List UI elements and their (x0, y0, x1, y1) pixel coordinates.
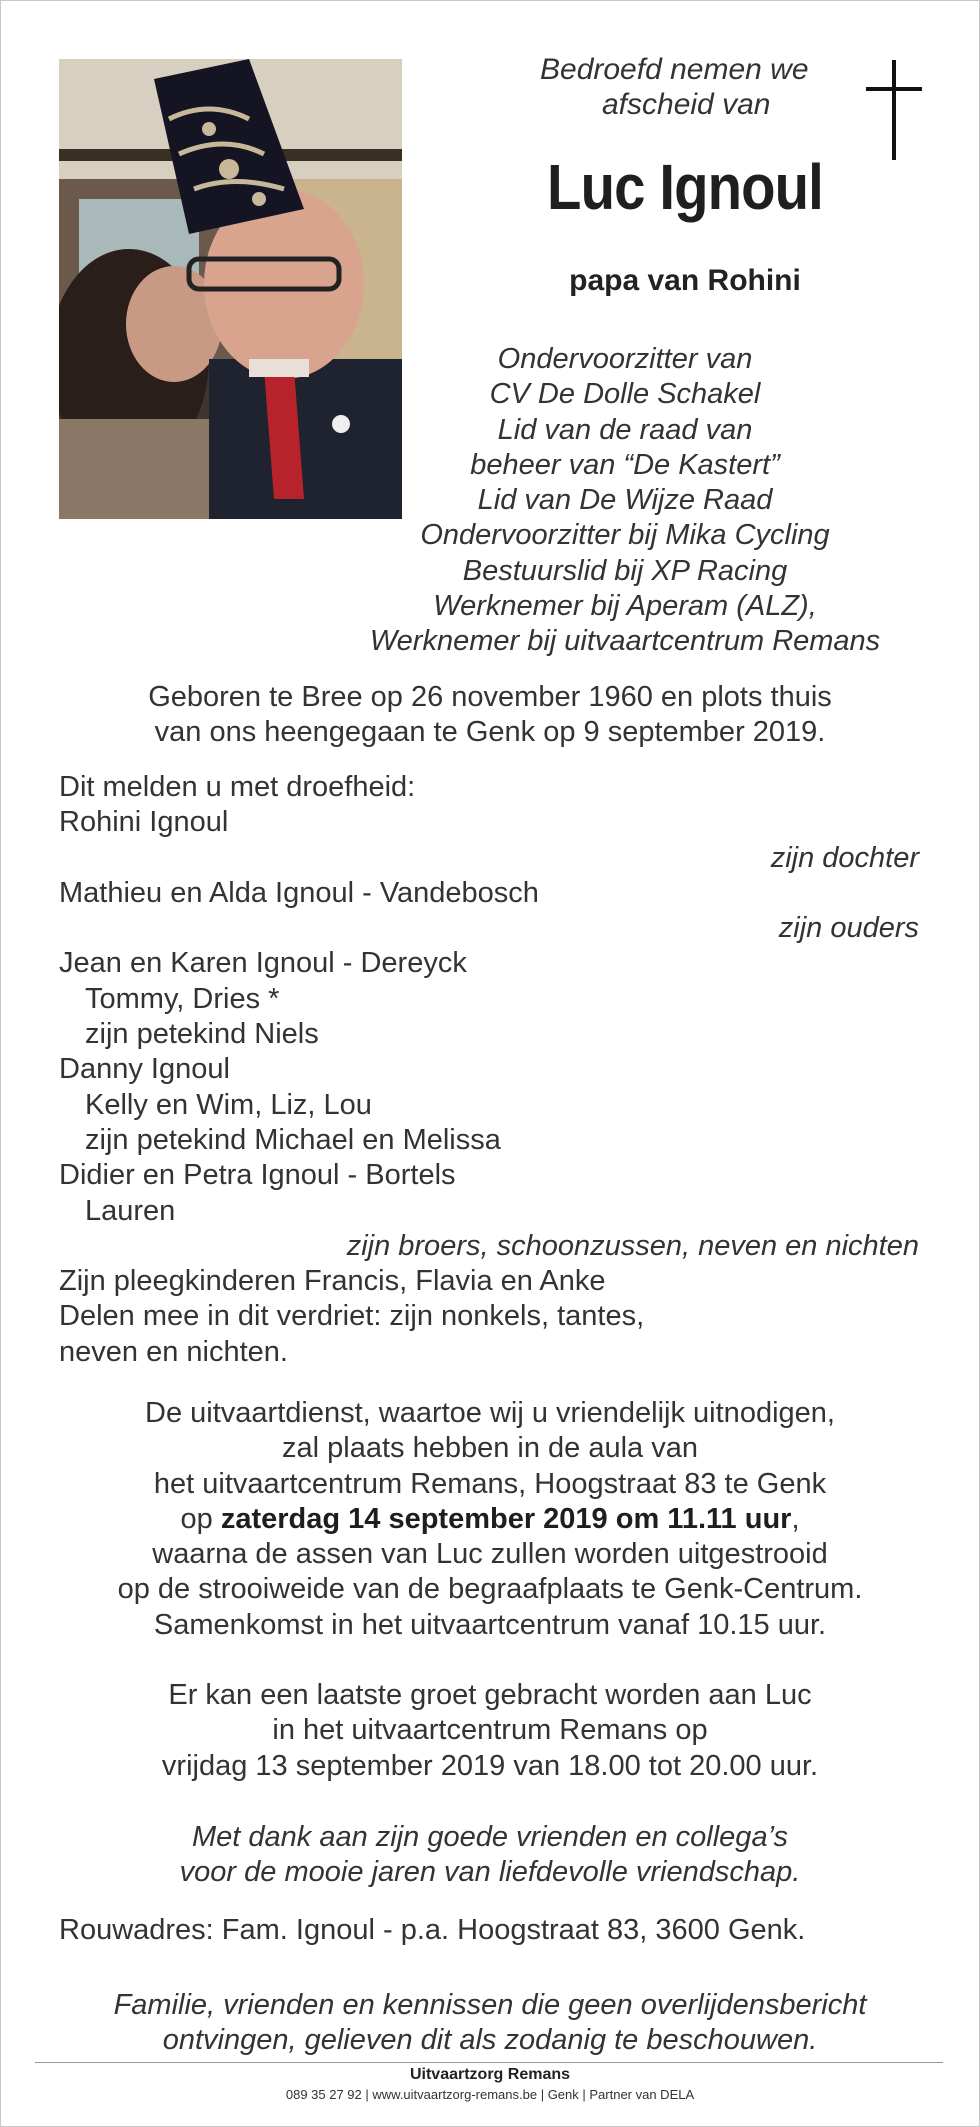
service-date: zaterdag 14 september 2019 om 11.11 uur (220, 1502, 792, 1535)
family-member: Delen mee in dit verdriet: zijn nonkels, tantes, (59, 1300, 645, 1333)
subtitle: papa van Rohini (569, 264, 801, 297)
thanks-line: voor de mooie jaren van liefdevolle vriendschap. (179, 1856, 801, 1889)
intro-line-2: afscheid van (602, 88, 771, 121)
footer-contact: 089 35 27 92 | www.uitvaartzorg-remans.be | Genk | Partner van DELA (285, 2087, 695, 2102)
service-line: op de strooiweide van de begraafplaats te Genk-Centrum. (117, 1573, 863, 1606)
birth-death-text (40, 680, 940, 751)
footer-company: Uitvaartzorg Remans (409, 2066, 571, 2083)
thanks-text (40, 1820, 940, 1891)
role-line: beheer van “De Kastert” (470, 448, 780, 481)
role-line: Werknemer bij Aperam (ALZ), (433, 590, 817, 623)
family-member: Zijn pleegkinderen Francis, Flavia en Anke (59, 1265, 606, 1298)
notice-line: ontvingen, gelieven dit als zodanig te beschouwen. (162, 2024, 818, 2057)
visit-line: in het uitvaartcentrum Remans op (272, 1714, 708, 1747)
role-line: CV De Dolle Schakel (489, 378, 761, 411)
thanks-line: Met dank aan zijn goede vrienden en collega’s (192, 1821, 788, 1853)
family-member: zijn petekind Michael en Melissa (85, 1123, 501, 1156)
family-member: Mathieu en Alda Ignoul - Vandebosch (59, 876, 539, 909)
footer-divider (35, 2062, 943, 2063)
service-line: zal plaats hebben in de aula van (282, 1432, 698, 1465)
born-line: van ons heengegaan te Genk op 9 september 2019. (154, 716, 826, 749)
family-member: Jean en Karen Ignoul - Dereyck (59, 947, 467, 980)
family-member: Kelly en Wim, Liz, Lou (85, 1088, 372, 1121)
family-member: Didier en Petra Ignoul - Bortels (59, 1159, 456, 1192)
born-line: Geboren te Bree op 26 november 1960 en plots thuis (148, 681, 832, 713)
service-date-suffix: , (791, 1502, 800, 1535)
service-line: De uitvaartdienst, waartoe wij u vriendelijk uitnodigen, (145, 1397, 835, 1429)
role-line: Lid van de raad van (497, 413, 753, 446)
roles-list (330, 342, 920, 660)
role-line: Lid van De Wijze Raad (477, 484, 773, 517)
notice-text (40, 1988, 940, 2059)
visitation-details (40, 1678, 940, 1784)
role-line: Werknemer bij uitvaartcentrum Remans (369, 625, 881, 658)
visit-line: vrijdag 13 september 2019 van 18.00 tot 20.00 uur. (161, 1749, 819, 1782)
role-line: Ondervoorzitter bij Mika Cycling (420, 519, 830, 552)
family-member: neven en nichten. (59, 1335, 288, 1368)
family-list (59, 770, 919, 1370)
visit-line: Er kan een laatste groet gebracht worden aan Luc (168, 1679, 812, 1711)
family-member: Rohini Ignoul (59, 806, 229, 839)
notice-line: Familie, vrienden en kennissen die geen overlijdensbericht (113, 1989, 867, 2021)
family-member: Lauren (85, 1194, 176, 1227)
intro-line-1: Bedroefd nemen we (540, 53, 809, 86)
intro-text (440, 52, 930, 122)
family-member: Danny Ignoul (59, 1053, 230, 1086)
family-member: Tommy, Dries * (85, 982, 280, 1015)
service-line: het uitvaartcentrum Remans, Hoogstraat 83 te Genk (153, 1467, 827, 1500)
service-details (40, 1396, 940, 1643)
family-member: zijn petekind Niels (85, 1018, 319, 1051)
service-date-prefix: op (180, 1502, 221, 1535)
family-relation: zijn broers, schoonzussen, neven en nichten (346, 1229, 919, 1262)
family-relation: zijn ouders (778, 912, 919, 945)
family-intro: Dit melden u met droefheid: (59, 771, 416, 803)
role-line: Ondervoorzitter van (497, 343, 753, 375)
family-relation: zijn dochter (770, 841, 919, 874)
service-line: waarna de assen van Luc zullen worden uitgestrooid (152, 1538, 828, 1571)
mourning-address: Rouwadres: Fam. Ignoul - p.a. Hoogstraat 83, 3600 Genk. (59, 1914, 806, 1946)
role-line: Bestuurslid bij XP Racing (462, 554, 788, 587)
service-date-line (40, 1502, 940, 1537)
service-line: Samenkomst in het uitvaartcentrum vanaf 10.15 uur. (153, 1608, 827, 1641)
deceased-name: Luc Ignoul (547, 151, 823, 223)
